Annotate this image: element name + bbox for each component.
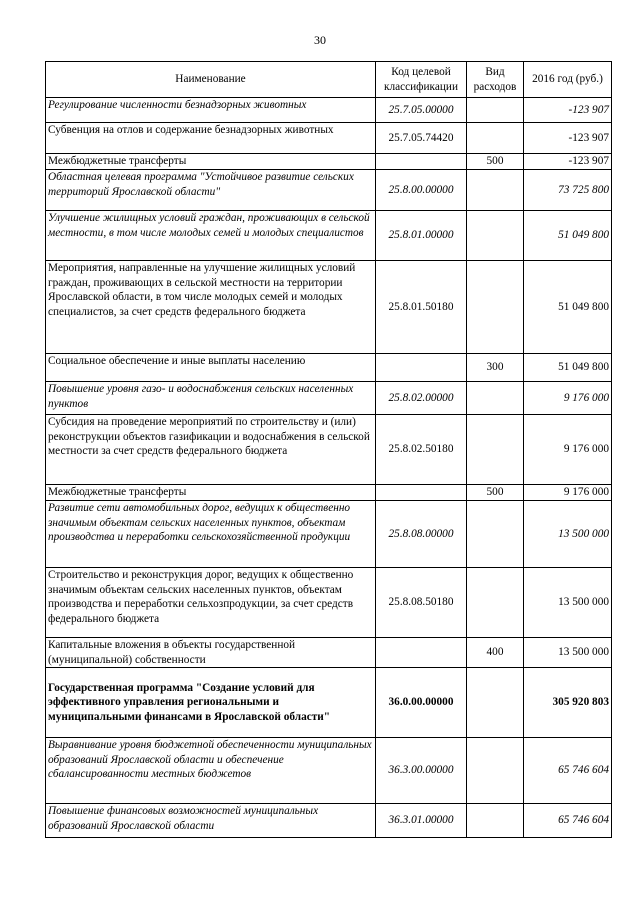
table-body: [46, 98, 612, 838]
cell-amount: 13 500 000: [524, 501, 612, 568]
page-number: 30: [314, 33, 326, 47]
table-row: [46, 170, 612, 211]
cell-code: 25.8.08.00000: [376, 501, 467, 568]
cell-code: 36.3.01.00000: [376, 804, 467, 838]
table-row: [46, 382, 612, 415]
cell-amount: 13 500 000: [524, 568, 612, 638]
cell-kind: 300: [467, 354, 524, 382]
cell-code: 36.0.00.00000: [376, 668, 467, 738]
table-row: [46, 804, 612, 838]
cell-amount: 65 746 604: [524, 804, 612, 838]
cell-amount: 73 725 800: [524, 170, 612, 211]
cell-kind: 500: [467, 154, 524, 170]
table-row: [46, 668, 612, 738]
cell-kind: [467, 668, 524, 738]
cell-amount: 65 746 604: [524, 738, 612, 804]
cell-kind: [467, 211, 524, 261]
cell-code: 25.8.02.50180: [376, 415, 467, 485]
cell-amount: 9 176 000: [524, 382, 612, 415]
cell-amount: 51 049 800: [524, 211, 612, 261]
header-kind: Вид расходов: [467, 62, 524, 98]
cell-name: Развитие сети автомобильных дорог, ведущих к общественно значимым объектам сельских населенных пунктов, объектам производства и переработки сельскохозяйственной продукции: [46, 501, 376, 568]
cell-name: Капитальные вложения в объекты государственной (муниципальной) собственности: [46, 638, 376, 668]
cell-code: 36.3.00.00000: [376, 738, 467, 804]
table-row: [46, 501, 612, 568]
table-row: [46, 261, 612, 354]
cell-code: 25.7.05.74420: [376, 123, 467, 154]
cell-code: [376, 485, 467, 501]
cell-kind: [467, 98, 524, 123]
cell-kind: [467, 170, 524, 211]
cell-amount: 9 176 000: [524, 415, 612, 485]
cell-amount: -123 907: [524, 98, 612, 123]
table-row: [46, 123, 612, 154]
cell-kind: 400: [467, 638, 524, 668]
table-row: [46, 485, 612, 501]
header-name: Наименование: [46, 62, 376, 98]
cell-name: Регулирование численности безнадзорных животных: [46, 98, 376, 123]
cell-name: Мероприятия, направленные на улучшение жилищных условий граждан, проживающих в сельской местности на территории Ярославской области, в том числе молодых семей и молодых специалистов, за счет средств федерального бюджета: [46, 261, 376, 354]
table-row: [46, 415, 612, 485]
cell-name: Улучшение жилищных условий граждан, проживающих в сельской местности, в том числе молодых семей и молодых специалистов: [46, 211, 376, 261]
cell-kind: [467, 123, 524, 154]
cell-code: 25.8.02.00000: [376, 382, 467, 415]
cell-amount: 13 500 000: [524, 638, 612, 668]
cell-kind: [467, 415, 524, 485]
cell-code: [376, 154, 467, 170]
cell-code: [376, 638, 467, 668]
cell-amount: 9 176 000: [524, 485, 612, 501]
cell-name: Строительство и реконструкция дорог, ведущих к общественно значимым объектам сельских населенных пунктов, объектам производства и переработки сельхозпродукции, за счет средств федерального бюджета: [46, 568, 376, 638]
cell-name: Межбюджетные трансферты: [46, 154, 376, 170]
cell-amount: -123 907: [524, 123, 612, 154]
cell-name: Субсидия на проведение мероприятий по строительству и (или) реконструкции объектов газификации и водоснабжения в сельской местности за счет средств федерального бюджета: [46, 415, 376, 485]
cell-kind: [467, 738, 524, 804]
cell-name: Повышение финансовых возможностей муниципальных образований Ярославской области: [46, 804, 376, 838]
cell-code: 25.8.00.00000: [376, 170, 467, 211]
cell-kind: 500: [467, 485, 524, 501]
table-row: [46, 154, 612, 170]
cell-code: 25.8.01.00000: [376, 211, 467, 261]
cell-name: Государственная программа "Создание условий для эффективного управления региональными и муниципальными финансами в Ярославской области": [46, 668, 376, 738]
cell-name: Субвенция на отлов и содержание безнадзорных животных: [46, 123, 376, 154]
cell-kind: [467, 382, 524, 415]
cell-amount: 51 049 800: [524, 354, 612, 382]
cell-kind: [467, 568, 524, 638]
table-row: [46, 354, 612, 382]
header-code: Код целевой классификации: [376, 62, 467, 98]
budget-table: [45, 61, 612, 838]
cell-code: 25.8.08.50180: [376, 568, 467, 638]
cell-amount: 51 049 800: [524, 261, 612, 354]
cell-name: Областная целевая программа "Устойчивое развитие сельских территорий Ярославской области": [46, 170, 376, 211]
cell-kind: [467, 261, 524, 354]
header-year: 2016 год (руб.): [524, 62, 612, 98]
cell-amount: 305 920 803: [524, 668, 612, 738]
cell-kind: [467, 804, 524, 838]
cell-code: 25.8.01.50180: [376, 261, 467, 354]
cell-name: Выравнивание уровня бюджетной обеспеченности муниципальных образований Ярославской области и обеспечение сбалансированности местных бюджетов: [46, 738, 376, 804]
table-header-row: [46, 62, 612, 98]
table-row: [46, 211, 612, 261]
table-row: [46, 568, 612, 638]
cell-amount: -123 907: [524, 154, 612, 170]
cell-code: 25.7.05.00000: [376, 98, 467, 123]
cell-name: Межбюджетные трансферты: [46, 485, 376, 501]
cell-name: Повышение уровня газо- и водоснабжения сельских населенных пунктов: [46, 382, 376, 415]
cell-code: [376, 354, 467, 382]
table-row: [46, 638, 612, 668]
cell-name: Социальное обеспечение и иные выплаты населению: [46, 354, 376, 382]
table-row: [46, 738, 612, 804]
table-row: [46, 98, 612, 123]
cell-kind: [467, 501, 524, 568]
